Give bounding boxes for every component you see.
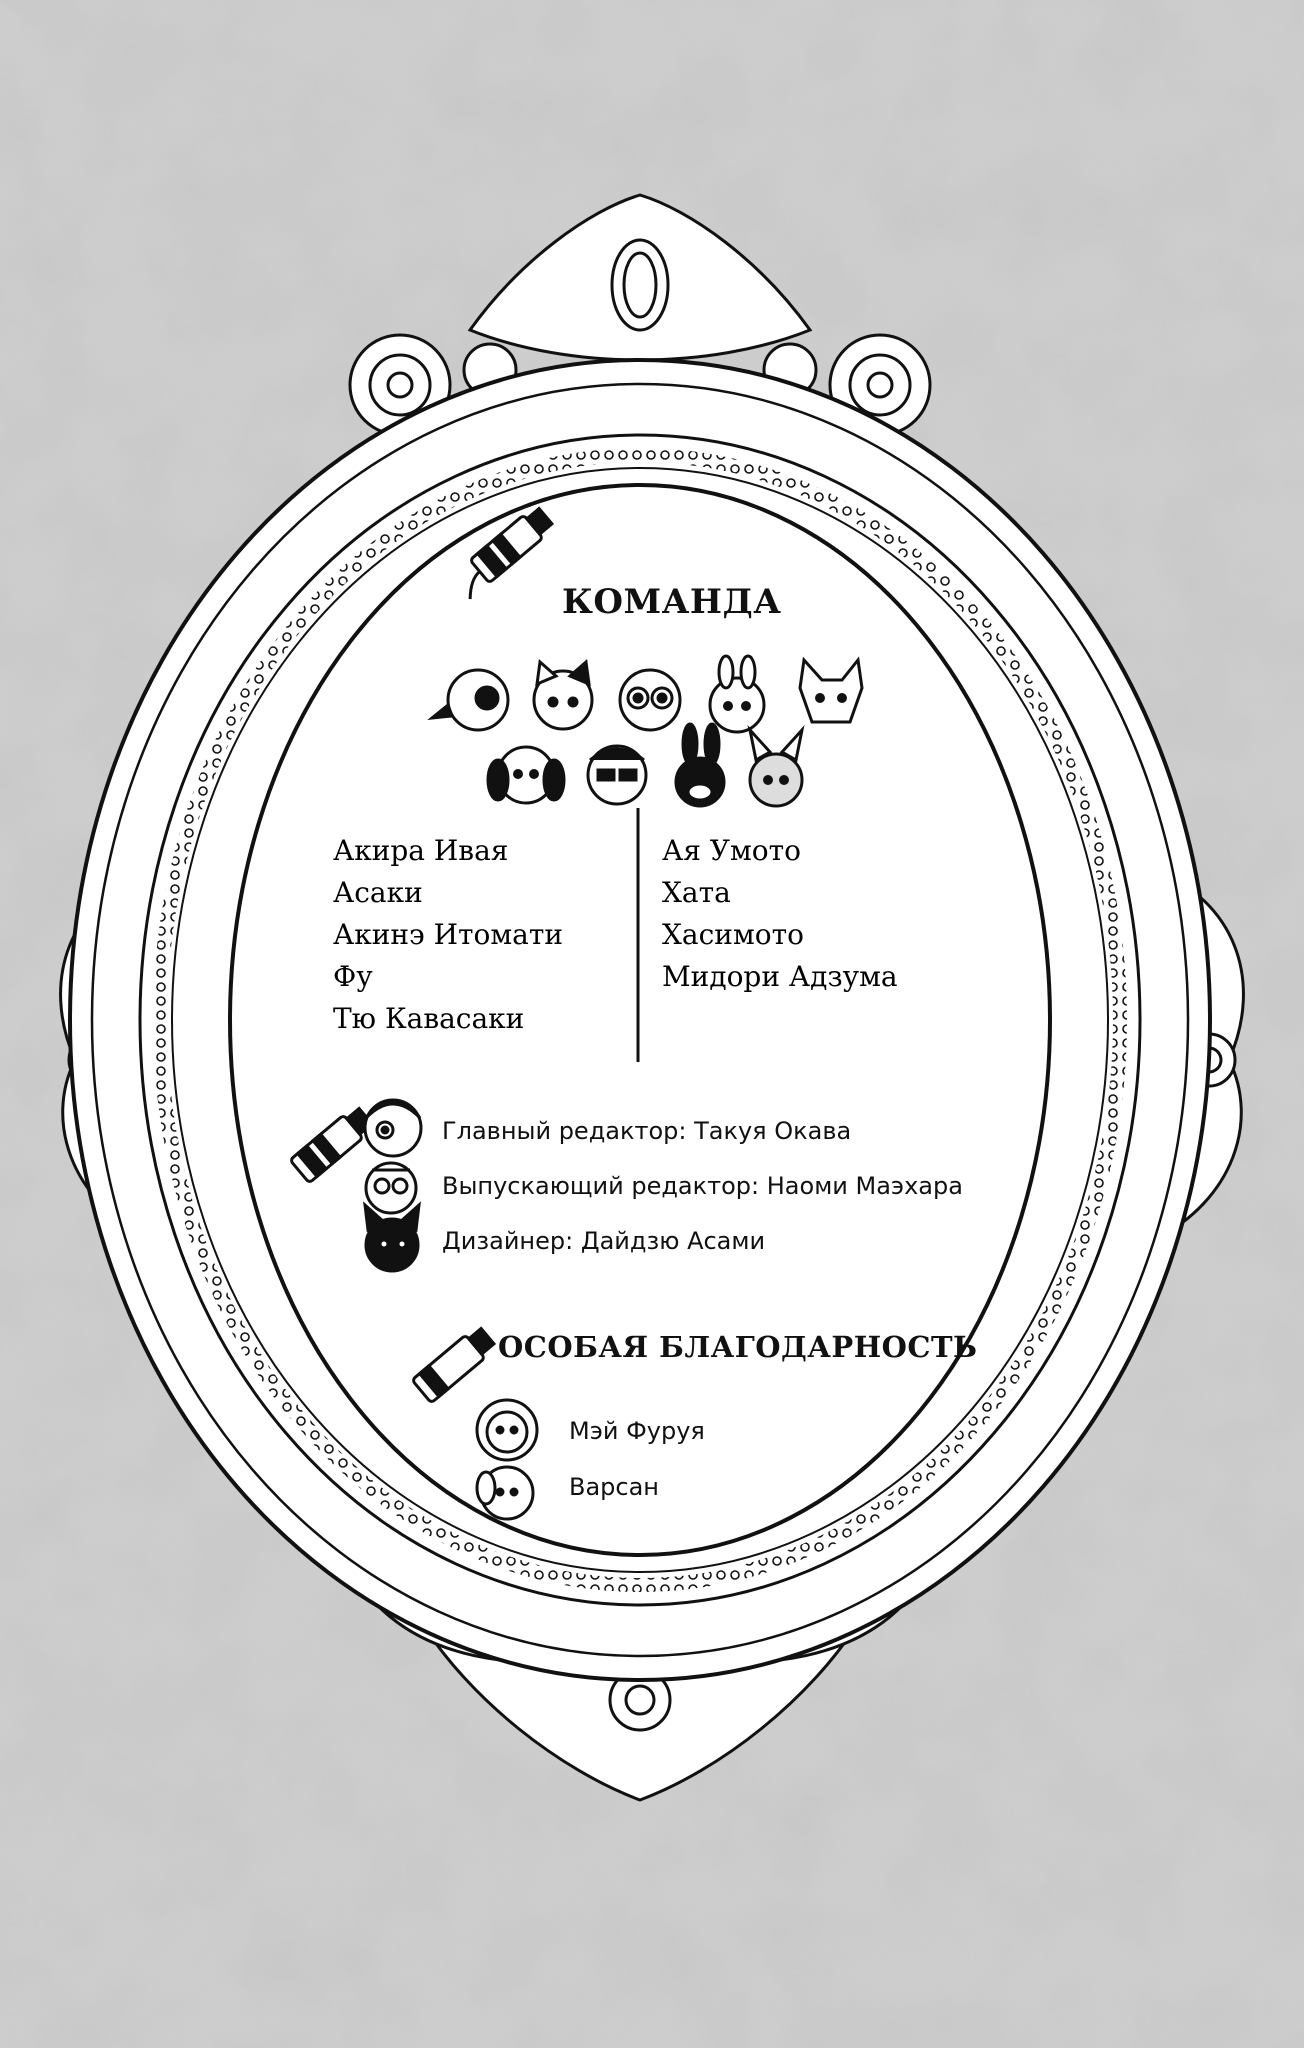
chief-editor-face-icon <box>365 1100 421 1156</box>
sunglasses-face-icon <box>588 746 646 804</box>
crew-name: Ая Умото <box>662 834 801 867</box>
crew-name: Акира Ивая <box>333 834 509 867</box>
thanks-name: Мэй Фуруя <box>569 1417 705 1445</box>
crew-name: Тю Кавасаки <box>333 1002 525 1035</box>
managing-editor-face-icon <box>366 1163 416 1213</box>
thanks-name: Варсан <box>569 1473 659 1501</box>
crew-name: Хасимото <box>662 918 804 951</box>
chief-editor-credit: Главный редактор: Такуя Окава <box>442 1117 852 1145</box>
crew-column-left <box>333 830 563 1040</box>
crew-name: Мидори Адзума <box>662 960 898 993</box>
crew-name: Акинэ Итомати <box>333 918 564 951</box>
crew-column-right <box>662 830 898 998</box>
managing-editor-credit: Выпускающий редактор: Наоми Маэхара <box>442 1172 963 1200</box>
lion-face-icon <box>477 1400 537 1460</box>
team-heading: КОМАНДА <box>562 582 782 622</box>
crew-name: Хата <box>662 876 731 909</box>
designer-credit: Дизайнер: Дайдзю Асами <box>442 1227 766 1255</box>
crew-name: Асаки <box>333 876 423 909</box>
owl-face-icon <box>620 670 680 730</box>
cat-face-icon <box>534 662 592 729</box>
thanks-heading: ОСОБАЯ БЛАГОДАРНОСТЬ <box>498 1330 978 1364</box>
crew-name: Фу <box>333 960 373 993</box>
